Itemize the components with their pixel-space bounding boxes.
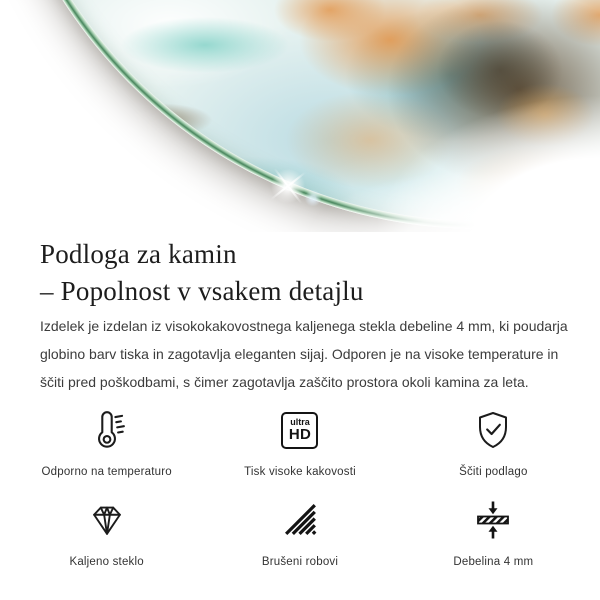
diamond-icon [86, 496, 128, 544]
features-grid [0, 406, 600, 568]
feature-polished-edges [203, 496, 396, 568]
feature-label: Odporno na temperaturo [41, 466, 172, 478]
feature-thickness [397, 496, 590, 568]
page-title [40, 236, 560, 310]
feature-label: Tisk visoke kakovosti [244, 466, 356, 478]
ultra-hd-box [281, 412, 318, 449]
content-block [0, 236, 600, 396]
feature-print-quality [203, 406, 396, 478]
feature-label: Ščiti podlago [459, 466, 528, 478]
product-description: Izdelek je izdelan iz visokokakovostnega kaljenega stekla debeline 4 mm, ki poudarja globino barv tiska in zagotavlja eleganten sijaj. Odporen je na visoke temperature in ščiti pred poškodbami, s čimer zagotavlja zaščito prostora okoli kamina za leta. [40, 318, 568, 390]
hatched-edge-icon [279, 496, 321, 544]
ultra-hd-text-bottom: HD [288, 426, 312, 443]
feature-protects [397, 406, 590, 478]
feature-tempered-glass [10, 496, 203, 568]
feature-temperature [10, 406, 203, 478]
thermometer-icon [84, 406, 130, 454]
ultra-hd-text-top: ultra [290, 417, 310, 427]
feature-label: Brušeni robovi [261, 556, 339, 568]
page-title-line2: – Popolnost v vsakem detajlu [40, 276, 364, 306]
thickness-icon [471, 496, 515, 544]
page-title-line1: Podloga za kamin [40, 239, 237, 269]
hero-image [0, 0, 600, 232]
feature-label: Kaljeno steklo [69, 556, 144, 568]
feature-label: Debelina 4 mm [453, 556, 534, 568]
shield-check-icon [471, 406, 515, 454]
ultra-hd-icon [281, 406, 318, 454]
